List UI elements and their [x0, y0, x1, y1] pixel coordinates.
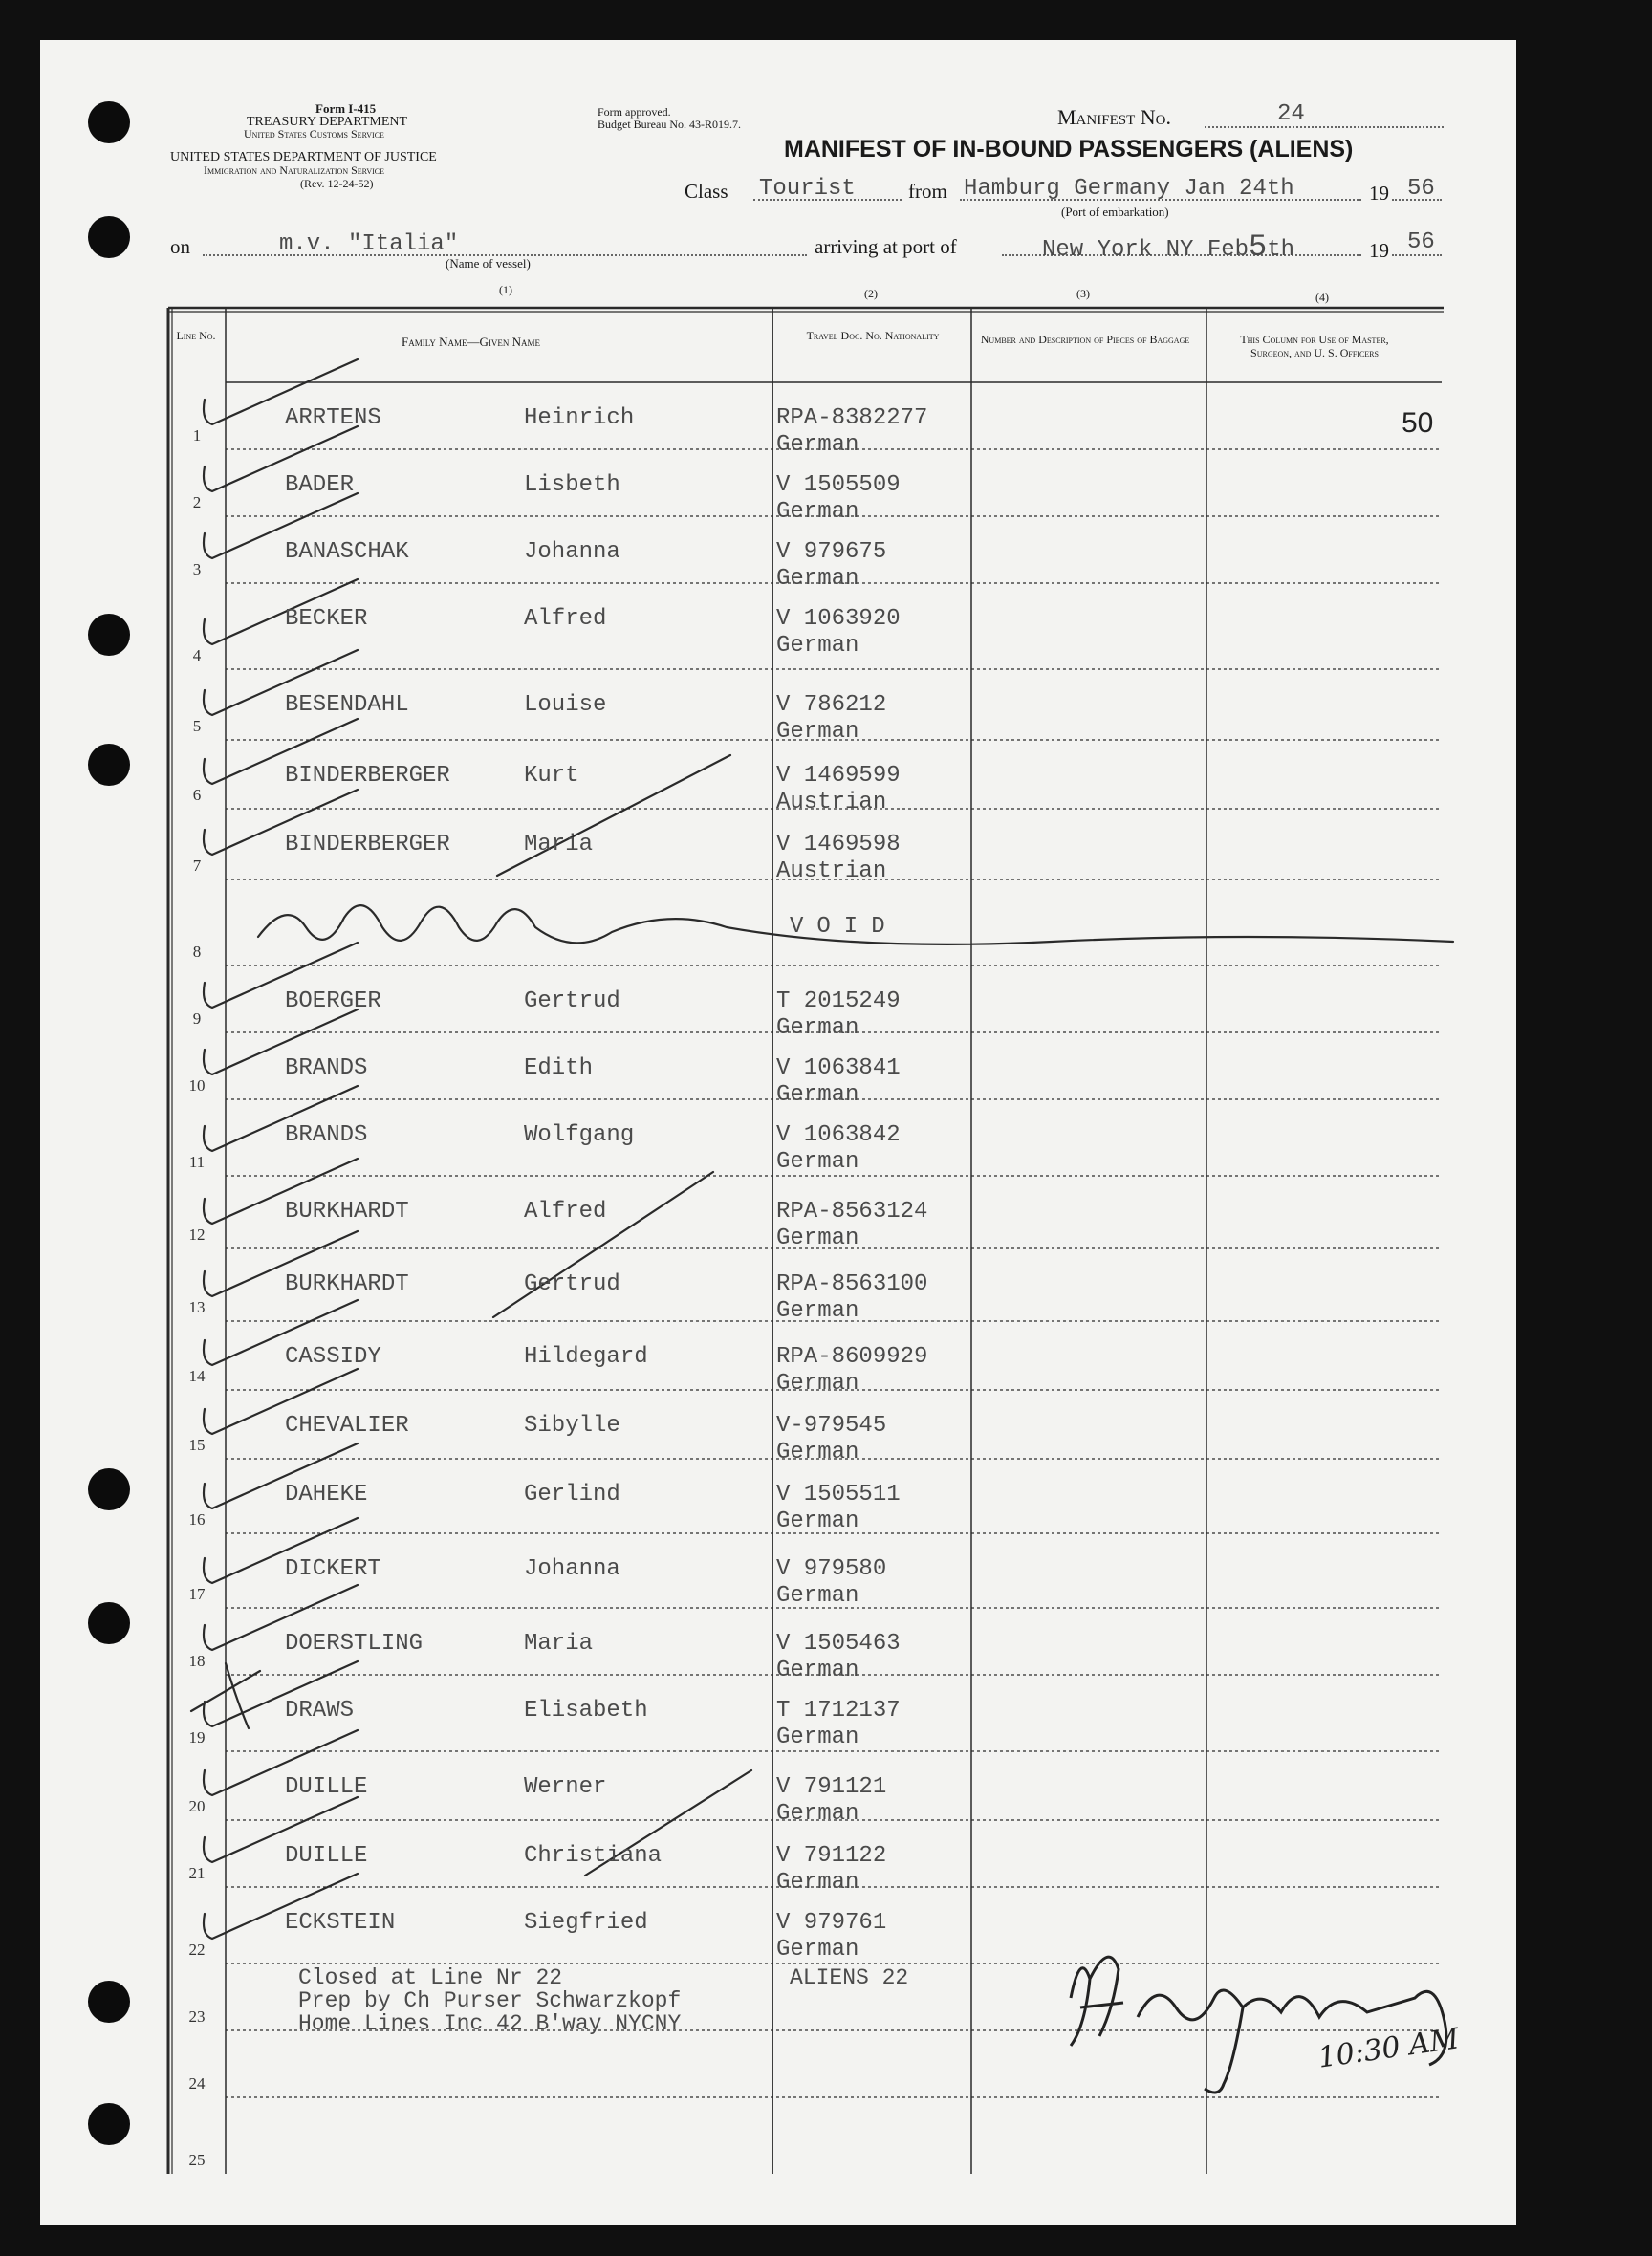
arriving-label: arriving at port of: [815, 235, 957, 258]
nationality: German: [776, 719, 859, 745]
given-name: Johanna: [524, 1556, 620, 1582]
line-number: 1: [192, 426, 202, 445]
given-name: Heinrich: [524, 405, 635, 431]
travel-doc-number: V 979675: [776, 539, 887, 565]
col-number-2: (2): [864, 287, 878, 300]
treasury-department: TREASURY DEPARTMENT: [247, 115, 408, 129]
line-number: 18: [188, 1652, 206, 1670]
line-number: 10: [188, 1076, 206, 1095]
line-number: 12: [188, 1226, 206, 1244]
immigration-service: Immigration and Naturalization Service: [204, 163, 385, 177]
line-number: 4: [192, 646, 202, 664]
travel-doc-number: V-979545: [776, 1413, 887, 1439]
nationality: German: [776, 499, 859, 525]
given-name: Gerlind: [524, 1482, 620, 1508]
manifest-number: 24: [1277, 101, 1305, 127]
header-line-no: Line No.: [176, 329, 216, 342]
given-name: Alfred: [524, 1199, 607, 1225]
officer-note: 50: [1402, 407, 1434, 439]
travel-doc-number: V 979580: [776, 1556, 887, 1582]
travel-doc-number: RPA-8563100: [776, 1271, 928, 1297]
given-name: Maria: [524, 1631, 594, 1657]
travel-doc-number: V 786212: [776, 692, 887, 718]
line-number: 2: [192, 493, 202, 511]
given-name: Maria: [524, 832, 594, 857]
travel-doc-number: VOID: [790, 914, 899, 940]
line-number: 19: [188, 1728, 206, 1746]
travel-doc-number: V 1505511: [776, 1482, 901, 1508]
col-number-1: (1): [499, 283, 512, 296]
given-name: Lisbeth: [524, 472, 620, 498]
given-name: Louise: [524, 692, 607, 718]
justice-department: UNITED STATES DEPARTMENT OF JUSTICE: [170, 150, 437, 164]
family-name: CHEVALIER: [285, 1413, 409, 1439]
line-number: 24: [188, 2074, 206, 2093]
travel-doc-number: RPA-8609929: [776, 1344, 928, 1370]
vessel-name: m.v. "Italia": [279, 231, 459, 257]
line-number: 22: [188, 1941, 206, 1959]
family-name: BURKHARDT: [285, 1271, 409, 1297]
travel-doc-number: V 791122: [776, 1843, 887, 1869]
nationality: German: [776, 432, 859, 458]
line-number: 7: [192, 857, 202, 875]
nationality: Austrian: [776, 790, 887, 815]
given-name: Alfred: [524, 606, 607, 632]
line-number: 15: [188, 1436, 206, 1454]
line-number: 9: [192, 1009, 202, 1028]
budget-bureau: Budget Bureau No. 43-R019.7.: [598, 118, 741, 131]
given-name: Elisabeth: [524, 1698, 648, 1724]
given-name: Christiana: [524, 1843, 663, 1869]
arrival-day: 5: [1249, 229, 1268, 265]
line-number: 14: [188, 1367, 206, 1385]
nationality: German: [776, 1015, 859, 1041]
manifest-title: MANIFEST OF IN-BOUND PASSENGERS (ALIENS): [784, 136, 1354, 163]
family-name: BRANDS: [285, 1122, 368, 1148]
revision-date: (Rev. 12-24-52): [300, 177, 374, 190]
nationality: German: [776, 1149, 859, 1175]
nationality: German: [776, 1725, 859, 1750]
on-label: on: [170, 235, 190, 258]
class-value: Tourist: [759, 176, 856, 202]
travel-doc-number: T 2015249: [776, 988, 901, 1014]
family-name: BOERGER: [285, 988, 381, 1014]
form-number: Form I-415: [315, 101, 377, 116]
nationality: German: [776, 1440, 859, 1465]
travel-doc-number: T 1712137: [776, 1698, 901, 1724]
nationality: German: [776, 1583, 859, 1609]
travel-doc-number: V 1063842: [776, 1122, 901, 1148]
travel-doc-number: V 1063841: [776, 1055, 901, 1081]
closing-line-2: Prep by Ch Purser Schwarzkopf: [298, 1988, 682, 2013]
travel-doc-number: RPA-8382277: [776, 405, 928, 431]
family-name: BINDERBERGER: [285, 763, 450, 789]
family-name: BANASCHAK: [285, 539, 409, 565]
nationality: German: [776, 1298, 859, 1324]
col-number-4: (4): [1315, 291, 1329, 304]
given-name: Siegfried: [524, 1910, 648, 1936]
year-prefix-1: 19: [1369, 182, 1389, 205]
given-name: Hildegard: [524, 1344, 648, 1370]
form-approved: Form approved.: [598, 105, 671, 119]
vessel-caption: (Name of vessel): [446, 256, 531, 271]
closing-line-3: Home Lines Inc 42 B'way NYCNY: [298, 2011, 682, 2036]
from-label: from: [908, 180, 947, 203]
travel-doc-number: V 1063920: [776, 606, 901, 632]
nationality: German: [776, 1801, 859, 1827]
given-name: Werner: [524, 1774, 607, 1800]
header-family-name: Family Name—Given Name: [402, 335, 540, 349]
header-baggage: Number and Description of Pieces of Baggage: [980, 333, 1190, 346]
officer-signature: [1052, 1921, 1491, 2103]
line-number: 5: [192, 717, 202, 735]
nationality: German: [776, 633, 859, 659]
nationality: German: [776, 1870, 859, 1896]
port-of-embarkation: Hamburg Germany Jan 24th: [964, 176, 1294, 202]
family-name: BURKHARDT: [285, 1199, 409, 1225]
nationality: German: [776, 1937, 859, 1963]
nationality: German: [776, 1371, 859, 1397]
given-name: Johanna: [524, 539, 620, 565]
nationality: German: [776, 1508, 859, 1534]
line-number: 25: [188, 2151, 206, 2169]
line-number: 8: [192, 943, 202, 961]
family-name: CASSIDY: [285, 1344, 381, 1370]
family-name: BESENDAHL: [285, 692, 409, 718]
given-name: Sibylle: [524, 1413, 620, 1439]
travel-doc-number: V 791121: [776, 1774, 887, 1800]
embarkation-year: 56: [1407, 176, 1435, 202]
arrival-year: 56: [1407, 229, 1435, 255]
family-name: BECKER: [285, 606, 368, 632]
class-label: Class: [685, 180, 728, 203]
given-name: Gertrud: [524, 988, 620, 1014]
header-travel-doc: Travel Doc. No. Nationality: [806, 329, 940, 342]
family-name: ARRTENS: [285, 405, 381, 431]
line-number: 6: [192, 786, 202, 804]
family-name: BADER: [285, 472, 355, 498]
travel-doc-number: V 1469599: [776, 763, 901, 789]
signature-time: 10:30 AM: [1315, 2022, 1462, 2075]
given-name: Gertrud: [524, 1271, 620, 1297]
arrival-suffix: th: [1267, 237, 1295, 263]
port-embarkation-caption: (Port of embarkation): [1061, 205, 1169, 219]
given-name: Wolfgang: [524, 1122, 635, 1148]
nationality: German: [776, 1082, 859, 1108]
col-number-3: (3): [1076, 287, 1090, 300]
travel-doc-number: V 1469598: [776, 832, 901, 857]
travel-doc-number: V 1505463: [776, 1631, 901, 1657]
year-prefix-2: 19: [1369, 239, 1389, 262]
line-number: 17: [188, 1585, 206, 1603]
nationality: German: [776, 566, 859, 592]
travel-doc-number: V 1505509: [776, 472, 901, 498]
family-name: DAHEKE: [285, 1482, 368, 1508]
arrival-port-text: New York NY Feb: [1042, 237, 1250, 263]
nationality: German: [776, 1658, 859, 1683]
closing-line-1: Closed at Line Nr 22: [298, 1965, 563, 1990]
aliens-total: ALIENS 22: [790, 1965, 909, 1990]
line-number: 21: [188, 1864, 206, 1882]
header-officers: This Column for Use of Master, Surgeon, and U. S. Officers: [1240, 333, 1389, 359]
family-name: BINDERBERGER: [285, 832, 450, 857]
line-number: 20: [188, 1797, 206, 1815]
travel-doc-number: RPA-8563124: [776, 1199, 928, 1225]
line-number: 23: [188, 2007, 206, 2026]
line-number: 16: [188, 1510, 206, 1529]
travel-doc-number: V 979761: [776, 1910, 887, 1936]
given-name: Kurt: [524, 763, 579, 789]
manifest-no-label: Manifest No.: [1057, 105, 1171, 129]
family-name: DOERSTLING: [285, 1631, 424, 1657]
family-name: DICKERT: [285, 1556, 381, 1582]
customs-service: United States Customs Service: [244, 127, 384, 141]
nationality: German: [776, 1226, 859, 1251]
family-name: DUILLE: [285, 1774, 368, 1800]
line-number: 11: [188, 1153, 206, 1171]
given-name: Edith: [524, 1055, 594, 1081]
family-name: DRAWS: [285, 1698, 355, 1724]
line-number: 3: [192, 560, 202, 578]
family-name: BRANDS: [285, 1055, 368, 1081]
nationality: Austrian: [776, 858, 887, 884]
family-name: ECKSTEIN: [285, 1910, 396, 1936]
family-name: DUILLE: [285, 1843, 368, 1869]
line-number: 13: [188, 1298, 206, 1316]
